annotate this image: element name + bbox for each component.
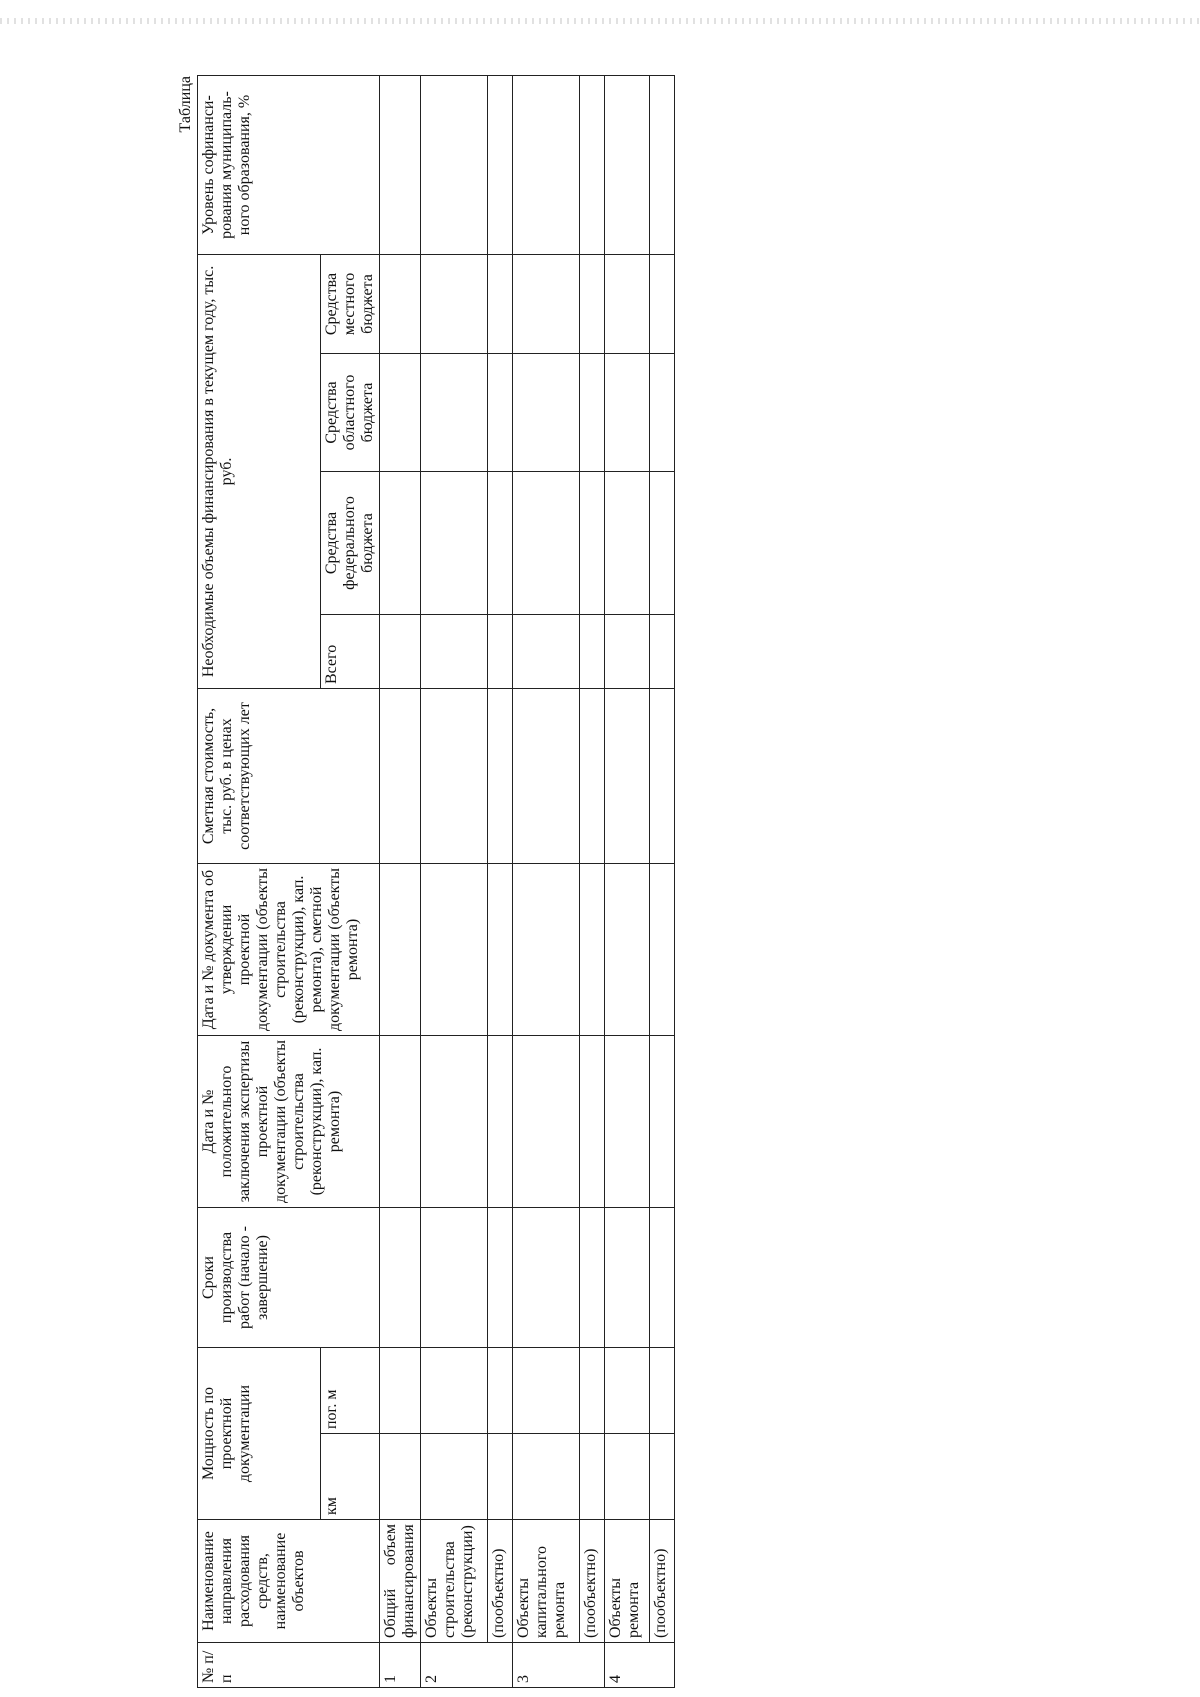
table-caption: Таблица (177, 76, 194, 133)
row-subitem: (пообъектно) (488, 1520, 513, 1643)
table-row (650, 75, 675, 1687)
header-approval: Дата и № документа об утверждении проектной документации (объекты строительства (реконструкции), кап. ремонта), сметной документации (объекты ремонта) (198, 864, 380, 1036)
row-name: Объекты строительства (реконструкции) (421, 1520, 488, 1643)
header-funding-regional: Средства областного бюджета (321, 354, 380, 472)
header-num: № п/п (198, 1643, 380, 1688)
header-estimate: Сметная стоимость, тыс. руб. в ценах соответствующих лет (198, 689, 380, 864)
row-num: 4 (605, 1643, 675, 1688)
financing-table (197, 75, 675, 1688)
table-row (605, 75, 650, 1687)
header-funding-local: Средства местного бюджета (321, 254, 380, 353)
table-row (488, 75, 513, 1687)
table-row (380, 75, 421, 1687)
table-row (580, 75, 605, 1687)
header-funding-federal: Средства федерального бюджета (321, 472, 380, 615)
row-subitem: (пообъектно) (650, 1520, 675, 1643)
header-funding-total: Всего (321, 615, 380, 689)
header-expertise: Дата и № положительного заключения экспертизы проектной документации (объекты строительства (реконструкции), кап. ремонта) (198, 1036, 380, 1208)
row-name: Объекты капитального ремонта (513, 1520, 580, 1643)
scan-artifact-strip (0, 18, 1200, 24)
header-capacity-m: пог. м (321, 1348, 380, 1434)
row-num: 3 (513, 1643, 605, 1688)
header-name: Наименование направления расходования средств, наименование объектов (198, 1520, 380, 1643)
rotated-table-sheet (175, 76, 938, 1688)
header-funding: Необходимые объемы финансирования в текущем году, тыс. руб. (198, 254, 321, 688)
header-capacity: Мощность по проектной документации (198, 1348, 321, 1520)
row-num: 1 (380, 1643, 421, 1688)
table-row (421, 75, 488, 1687)
header-capacity-km: км (321, 1434, 380, 1520)
row-name: Общий объем финансирования (380, 1520, 421, 1643)
row-subitem: (пообъектно) (580, 1520, 605, 1643)
row-name: Объекты ремонта (605, 1520, 650, 1643)
header-terms: Сроки производства работ (начало - завершение) (198, 1208, 380, 1348)
table-row (513, 75, 580, 1687)
row-num: 2 (421, 1643, 513, 1688)
header-cofinancing: Уровень софинанси-рования муниципаль-ного образования, % (198, 75, 380, 254)
